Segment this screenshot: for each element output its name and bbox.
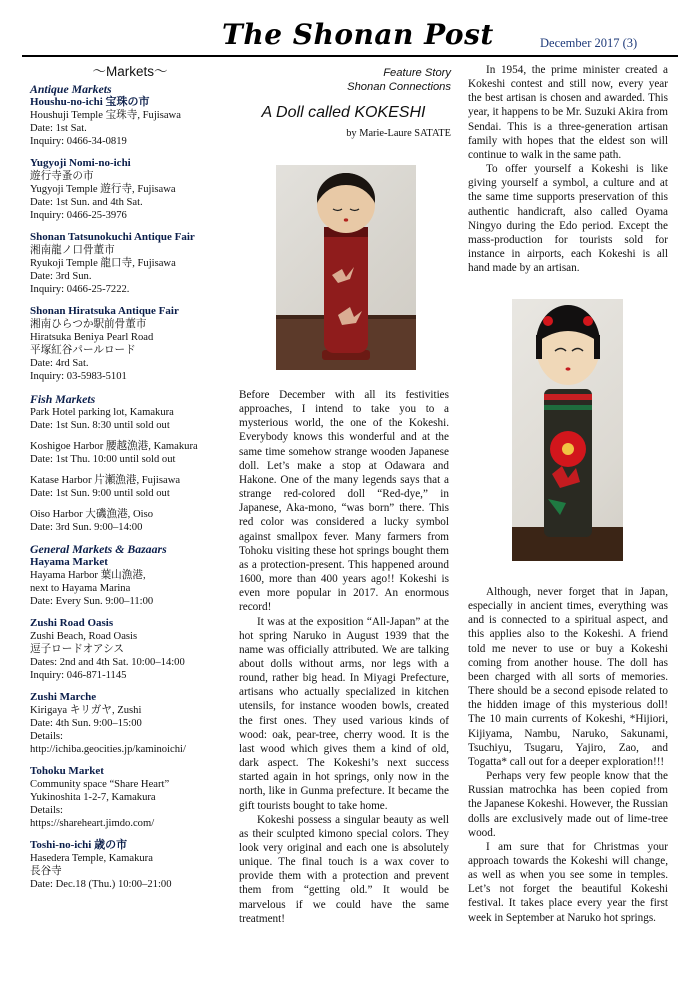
newspaper-title: The Shonan Post (222, 18, 494, 51)
market-name: Houshu-no-ichi 宝珠の市 (30, 96, 150, 108)
article-paragraph: Although, never forget that in Japan, especially in ancient times, everything was and is connected to a spiritual aspect, and this applies also to the Kokeshi. A friend told me never to use or buy a Kokeshi coming from another house. The doll has been charged with all sorts of memories. There should be a second episode related to the hidden image of this mysterious doll! The 10 main currents of Kokeshi, *Hijiori, Kijiyama, Nambu, Naruko, Sakunami, Tsuchiyu, Tsugaru, Yajiro, Zao, and Togatta* call out for a deeper exploration!!! (468, 586, 668, 768)
market-date: Date: Every Sun. 9:00–11:00 (30, 596, 154, 607)
kokeshi-photo-flower (512, 299, 623, 561)
market-inquiry: Inquiry: 046-871-1145 (30, 670, 127, 681)
market-location: Ryukoji Temple 龍口寺, Fujisawa (30, 258, 176, 269)
market-entry (30, 305, 230, 383)
market-url: https://shareheart.jimdo.com/ (30, 818, 155, 829)
market-name: Toshi-no-ichi 歳の市 (30, 839, 128, 851)
market-entry (30, 691, 230, 756)
market-inquiry: Inquiry: 03-5983-5101 (30, 371, 127, 382)
market-name: Shonan Hiratsuka Antique Fair (30, 305, 179, 317)
market-location-detail: next to Hayama Marina (30, 583, 131, 594)
market-location: Zushi Beach, Road Oasis (30, 631, 138, 642)
market-name: Zushi Marche (30, 691, 97, 703)
market-inquiry: Inquiry: 0466-25-3976 (30, 210, 127, 221)
markets-heading: ～Markets～ (92, 64, 168, 79)
kokeshi-flower-illustration (512, 299, 623, 561)
market-entry (30, 556, 230, 608)
market-entry (30, 157, 230, 222)
market-date: Date: 4rd Sat. (30, 358, 89, 369)
market-date: Date: 1st Sun. 9:00 until sold out (30, 488, 170, 499)
market-inquiry: Inquiry: 0466-34-0819 (30, 136, 127, 147)
article-body-middle (239, 388, 449, 926)
market-name: Shonan Tatsunokuchi Antique Fair (30, 231, 195, 243)
market-name: Hayama Market (30, 556, 108, 568)
market-location: Koshigoe Harbor 腰越漁港, Kamakura (30, 441, 198, 452)
market-date: Dates: 2nd and 4th Sat. 10:00–14:00 (30, 657, 185, 668)
market-location: Community space “Share Heart” (30, 779, 170, 790)
market-date: Date: 3rd Sun. (30, 271, 92, 282)
article-header (236, 66, 451, 139)
market-entry (30, 406, 230, 432)
market-entry (30, 765, 230, 830)
article-byline: by Marie-Laure SATATE (346, 128, 451, 139)
article-paragraph: To offer yourself a Kokeshi is like giving yourself a symbol, a culture and at the same time supports preservation of this authentic handicraft, also called Oyama Ningyo during the Edo period. Except the mass-production for tourists sold for instance in airports, each Kokeshi is all hand made by an artisan. (468, 163, 668, 275)
masthead-rule (22, 55, 678, 57)
article-paragraph: Kokeshi possess a singular beauty as well as their sculpted kimono special colors. They look very original and each one is absolutely unique. The final touch is a wax cover to provide them with a protection and prevent them from “getting old.” It would be marvelous if we could have the same treatment! (239, 813, 449, 925)
article-paragraph: It was at the exposition “All-Japan” at the hot spring Naruko in August 1939 that the name was officially attributed. We are talking about dolls without arms, nor legs with a round, rather big head. In Miyagi Prefecture, artisans who actually specialized in kitchen utensils, for instance wooden bowls, created the first ones. They used various kinds of wood: oak, pear-tree, cherry wood. It is the last wood which gives them a kind of old, dark aspect. The Kokeshi’s next success started again in hot springs, only now in the north, like in Gunma prefecture. It became the gift tourists bought to take home. (239, 615, 449, 812)
article-paragraph: Perhaps very few people know that the Russian matrochka has been copied from the Japanese Kokeshi. However, the Russian dolls are exclusively made out of lime-tree wood. (468, 770, 668, 839)
markets-column (30, 64, 230, 900)
market-location: Hiratsuka Beniya Pearl Road (30, 332, 154, 343)
market-location-jp: 逗子ロードオアシス (30, 644, 124, 655)
category-antique-markets: Antique Markets (30, 82, 112, 96)
market-details-label: Details: (30, 731, 63, 742)
market-location: Hasedera Temple, Kamakura (30, 853, 153, 864)
article-paragraph: Before December with all its festivities approaches, I intend to take you to a mysterious world, the one of the Kokeshi. Everybody knows this wonderful and at the same time somehow strange wooden Japanese doll. Let’s make a stop at Odawara and Hakone. One of the many legends says that a strange red-colored doll “Red-dye,” in Japanese, Aka-mono, “was born” there. This red color was considered a lucky symbol against smallpox fever. Many farmers from Tohoku visiting these hot springs bought them as a protection-present. This happened around 1600, more than 400 years ago!! Kokeshi is even more popular in 2017. An enormous record! (239, 389, 449, 614)
market-location-jp: 平塚紅谷パールロード (30, 345, 136, 356)
article-body-right-top (468, 63, 668, 275)
market-date: Date: 1st Thu. 10:00 until sold out (30, 454, 176, 465)
market-date: Date: 1st Sun. 8:30 until sold out (30, 420, 170, 431)
market-location: Houshuji Temple 宝珠寺, Fujisawa (30, 110, 181, 121)
market-address: Yukinoshita 1-2-7, Kamakura (30, 792, 156, 803)
market-date: Date: 1st Sun. and 4th Sat. (30, 197, 143, 208)
article-title: A Doll called KOKESHI (261, 104, 426, 121)
market-japanese-name: 遊行寺蚤の市 (30, 171, 94, 182)
issue-date: December 2017 (3) (540, 36, 638, 50)
market-date: Date: 4th Sun. 9:00–15:00 (30, 718, 142, 729)
article-paragraph: I am sure that for Christmas your approach towards the Kokeshi will change, as well as when you see some in temples. Let’s not forget the beautiful Kokeshi festival. It takes place every year the first week in September at Naruko hot springs. (468, 840, 668, 924)
market-date: Date: 1st Sat. (30, 123, 87, 134)
market-location-jp: 長谷寺 (30, 866, 62, 877)
kokeshi-photo-crane (276, 165, 416, 370)
category-fish-markets: Fish Markets (30, 392, 96, 406)
market-location: Park Hotel parking lot, Kamakura (30, 407, 174, 418)
market-details-label: Details: (30, 805, 63, 816)
feature-sublabel: Shonan Connections (347, 81, 451, 93)
market-japanese-name: 湘南ひらつか駅前骨董市 (30, 319, 147, 330)
article-paragraph: In 1954, the prime minister created a Kokeshi contest and still now, every year the best artisan is chosen and awarded. This year, it happens to be Mr. Suzuki Akira from Sendai. This is a three-generation artisan family with hopes that the eldest son will continue to walk in the same path. (468, 64, 668, 161)
market-url: http://ichiba.geocities.jp/kaminoichi/ (30, 744, 186, 755)
market-inquiry: Inquiry: 0466-25-7222. (30, 284, 130, 295)
market-location: Kirigaya キリガヤ, Zushi (30, 705, 142, 716)
market-name: Yugyoji Nomi-no-ichi (30, 157, 131, 169)
market-date: Date: Dec.18 (Thu.) 10:00–21:00 (30, 879, 172, 890)
article-body-right-bottom (468, 585, 668, 925)
market-entry (30, 440, 230, 466)
market-date: Date: 3rd Sun. 9:00–14:00 (30, 522, 143, 533)
market-name: Zushi Road Oasis (30, 617, 114, 629)
market-entry (30, 96, 230, 148)
market-name: Tohoku Market (30, 765, 104, 777)
market-entry (30, 508, 230, 534)
kokeshi-crane-illustration (276, 165, 416, 370)
market-entry (30, 231, 230, 296)
market-location: Hayama Harbor 葉山漁港, (30, 570, 146, 581)
masthead (0, 0, 700, 58)
feature-label: Feature Story (383, 67, 451, 79)
market-location: Yugyoji Temple 遊行寺, Fujisawa (30, 184, 176, 195)
market-entry (30, 617, 230, 682)
market-location: Oiso Harbor 大磯漁港, Oiso (30, 509, 153, 520)
market-entry (30, 839, 230, 891)
market-location: Katase Harbor 片瀬漁港, Fujisawa (30, 475, 181, 486)
market-entry (30, 474, 230, 500)
market-japanese-name: 湘南龍ノ口骨董市 (30, 245, 115, 256)
category-general-markets: General Markets & Bazaars (30, 542, 167, 556)
